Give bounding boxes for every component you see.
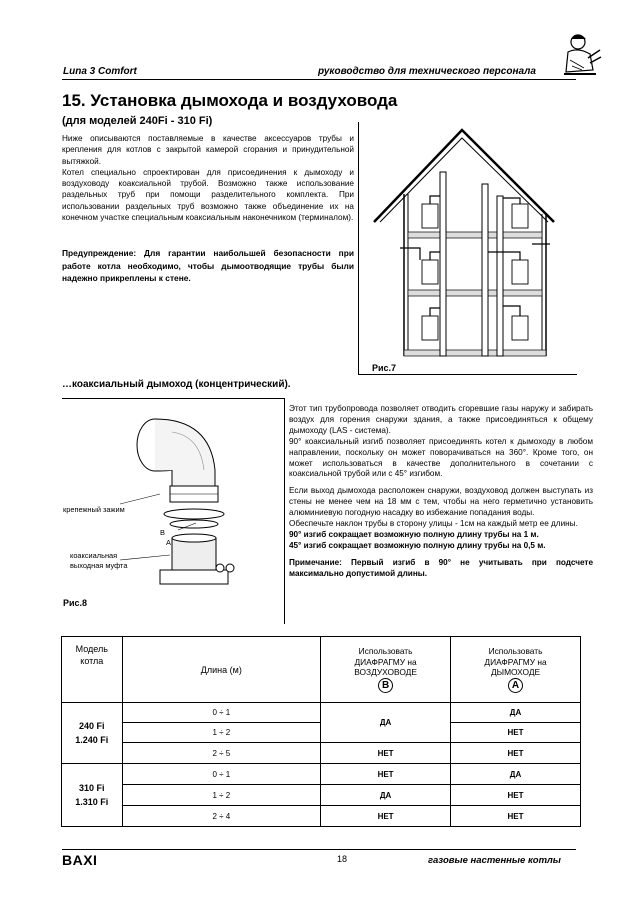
flue-cell: НЕТ bbox=[451, 743, 581, 764]
table-row bbox=[62, 743, 581, 764]
table-row bbox=[62, 764, 581, 785]
table-row bbox=[62, 703, 581, 723]
col-flue bbox=[451, 637, 581, 703]
col-length: Длина (м) bbox=[122, 637, 320, 703]
header-manual: руководство для технического персонала bbox=[318, 66, 536, 77]
length-cell: 0 ÷ 1 bbox=[122, 703, 320, 723]
length-cell: 2 ÷ 5 bbox=[122, 743, 320, 764]
model-name: 1.240 Fi bbox=[75, 735, 109, 745]
header-model: Luna 3 Comfort bbox=[63, 66, 137, 77]
page-number: 18 bbox=[337, 854, 348, 864]
warning-text: Предупреждение: Для гарантии наибольшей безопасности при работе котла необходимо, чтобы дымоотводящие трубы были надежно прикреплены к стене. bbox=[62, 248, 354, 283]
symbol-b: B bbox=[378, 678, 393, 693]
flue-cell: ДА bbox=[451, 703, 581, 723]
model-cell bbox=[62, 764, 123, 827]
intro-paragraph: Ниже описываются поставляемые в качестве аксессуаров трубы и крепления для котлов с закрытой камерой сгорания и принудительной вытяжкой. bbox=[62, 134, 354, 166]
intro-paragraph: Котел специально спроектирован для присоединения к дымоходу и воздуховоду коаксиальной трубой. Возможно также использование раздельных труб при помощи разделительного комплекта. При использовании раздельных труб возможно также объединение их на конечном участке специальным коаксиальным наконечником (терминалом). bbox=[62, 167, 354, 223]
paragraph: Обеспечьте наклон трубы в сторону улицы - 1см на каждый метр ее длины. bbox=[289, 519, 578, 529]
header-text: ДИАФРАГМУ на bbox=[354, 656, 417, 667]
header-text: Модель bbox=[75, 644, 108, 654]
air-cell: ДА bbox=[321, 785, 451, 806]
air-cell: НЕТ bbox=[321, 764, 451, 785]
flue-cell: НЕТ bbox=[451, 785, 581, 806]
header-text: ВОЗДУХОВОДЕ bbox=[354, 667, 417, 678]
label-b: B bbox=[160, 528, 165, 537]
header-text: ДИАФРАГМУ на bbox=[484, 656, 547, 667]
air-cell: НЕТ bbox=[321, 806, 451, 827]
page-title: 15. Установка дымохода и воздуховода bbox=[62, 91, 398, 110]
header-rule bbox=[62, 79, 576, 80]
section-coaxial-title: …коаксиальный дымоход (концентрический). bbox=[62, 379, 291, 390]
paragraph: 45° изгиб сокращает возможную полную длину трубы на 0,5 м. bbox=[289, 540, 546, 550]
length-cell: 1 ÷ 2 bbox=[122, 785, 320, 806]
col-air bbox=[321, 637, 451, 703]
col-model bbox=[62, 637, 123, 703]
paragraph: Этот тип трубопровода позволяет отводить сгоревшие газы наружу и забирать воздух для горения снаружи здания, а также присоединяться к общему дымоходу (LAS - система). bbox=[289, 404, 593, 435]
model-name: 240 Fi bbox=[79, 721, 105, 731]
footer-caption: газовые настенные котлы bbox=[428, 855, 561, 866]
paragraph: 90° коаксиальный изгиб позволяет присоединять котел к дымоходу в любом направлении, поскольку он может поворачиваться на 360°. Кроме того, он может использоваться в качестве дополнительного в сочетании с коаксиальной трубой или с 45° изгибом. bbox=[289, 436, 593, 479]
flue-cell: ДА bbox=[451, 764, 581, 785]
label-coupling-2: выходная муфта bbox=[70, 561, 128, 570]
figure-7-caption: Рис.7 bbox=[372, 363, 397, 373]
header-text: Использовать bbox=[358, 646, 413, 657]
table-row bbox=[62, 806, 581, 827]
page-subtitle: (для моделей 240Fi - 310 Fi) bbox=[62, 115, 213, 127]
figure-7-house-diagram bbox=[362, 124, 572, 360]
length-cell: 2 ÷ 4 bbox=[122, 806, 320, 827]
air-cell: ДА bbox=[321, 703, 451, 743]
model-name: 310 Fi bbox=[79, 783, 105, 793]
paragraph: Если выход дымохода расположен снаружи, воздуховод должен выступать из стены не менее чем на 18 мм с тем, чтобы на него герметично установить алюминиевую погодную насадку во избежание попадания воды. bbox=[289, 486, 593, 518]
length-cell: 0 ÷ 1 bbox=[122, 764, 320, 785]
figure-8-caption: Рис.8 bbox=[63, 598, 88, 608]
header-text: Использовать bbox=[488, 646, 543, 657]
table-header-row bbox=[62, 637, 581, 703]
label-clamp: крепежный зажим bbox=[63, 505, 125, 514]
header-text: котла bbox=[80, 656, 104, 666]
label-coupling-1: коаксиальная bbox=[70, 551, 118, 560]
coaxial-description bbox=[289, 404, 593, 586]
flue-cell: НЕТ bbox=[451, 723, 581, 743]
table-row bbox=[62, 785, 581, 806]
note: Примечание: Первый изгиб в 90° не учитывать при подсчете максимально допустимой длины. bbox=[289, 557, 593, 578]
paragraph: 90° изгиб сокращает возможную полную длину трубы на 1 м. bbox=[289, 529, 539, 539]
model-cell bbox=[62, 703, 123, 764]
baxi-logo: BAXI bbox=[62, 852, 98, 868]
length-cell: 1 ÷ 2 bbox=[122, 723, 320, 743]
intro-text bbox=[62, 133, 354, 223]
diaphragm-table bbox=[61, 636, 581, 827]
model-name: 1.310 Fi bbox=[75, 797, 109, 807]
flue-cell: НЕТ bbox=[451, 806, 581, 827]
technician-icon bbox=[560, 30, 602, 82]
air-cell: НЕТ bbox=[321, 743, 451, 764]
label-a: A bbox=[166, 538, 171, 547]
footer-rule bbox=[62, 849, 576, 850]
header-text: ДЫМОХОДЕ bbox=[490, 667, 541, 678]
figure-8-elbow-drawing bbox=[120, 410, 270, 600]
symbol-a: A bbox=[508, 678, 523, 693]
